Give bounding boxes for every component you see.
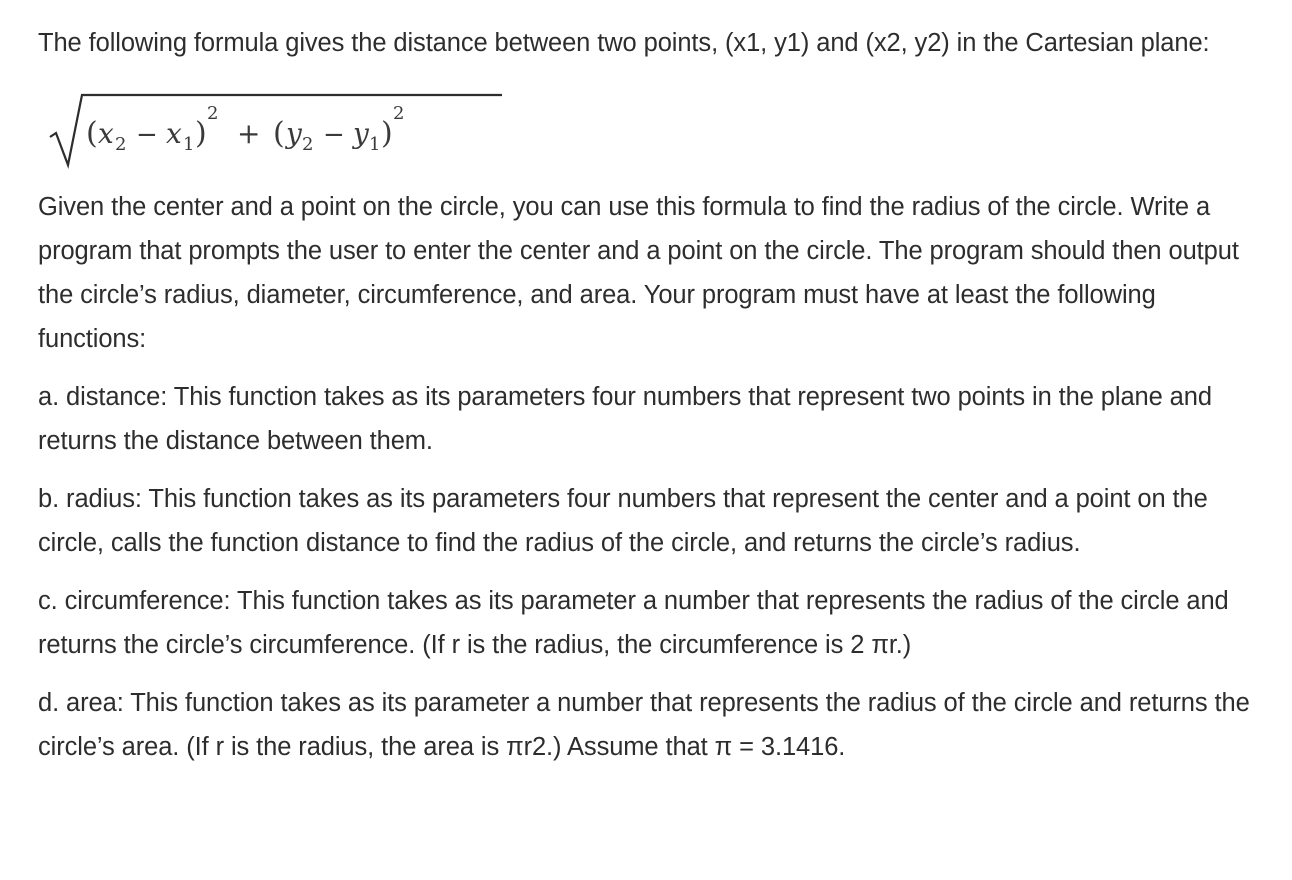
formula-x1-subscript: 1 [183, 134, 195, 155]
list-item-area: d. area: This function takes as its parameter a number that represents the radius of the circle and returns the circle’s area. (If r is the radius, the area is πr2.) Assume that π = 3.1416. [38, 689, 1250, 761]
intro-paragraph: The following formula gives the distance between two points, (x1, y1) and (x2, y2) in the Cartesian plane: [38, 29, 1210, 57]
list-item-radius: b. radius: This function takes as its parameters four numbers that represent the center and a point on the circle, calls the function distance to find the radius of the circle, and returns the circle’s radius. [38, 485, 1208, 557]
list-item-circumference: c. circumference: This function takes as its parameter a number that represents the radius of the circle and returns the circle’s circumference. (If r is the radius, the circumference is 2 πr.) [38, 587, 1229, 659]
formula-close-paren-2: ) [381, 116, 393, 151]
formula-open-paren-1: ( [86, 116, 98, 151]
formula-close-paren-1: ) [195, 116, 207, 151]
formula-y1-subscript: 1 [369, 134, 381, 155]
formula-plus: + [237, 117, 261, 150]
formula-svg [48, 83, 518, 179]
list-item-distance: a. distance: This function takes as its parameters four numbers that represent two points in the plane and returns the distance between them. [38, 383, 1212, 455]
document-body [38, 21, 1268, 783]
distance-formula [48, 83, 1268, 179]
formula-minus-1: − [136, 120, 158, 150]
formula-y1: y [353, 117, 369, 150]
formula-minus-2: − [323, 120, 345, 150]
formula-y2-subscript: 2 [302, 134, 314, 155]
formula-x2-subscript: 2 [115, 134, 127, 155]
formula-square-1: 2 [207, 103, 219, 124]
formula-y2: y [286, 117, 302, 150]
formula-open-paren-2: ( [273, 116, 285, 151]
formula-square-2: 2 [393, 103, 405, 124]
formula-x1: x [166, 117, 182, 150]
task-paragraph: Given the center and a point on the circle, you can use this formula to find the radius of the circle. Write a program that prompts the user to enter the center and a point on the circle. The program should then output the circle’s radius, diameter, circumference, and area. Your program must have at least the following functions: [38, 193, 1239, 353]
formula-x2: x [98, 117, 114, 150]
